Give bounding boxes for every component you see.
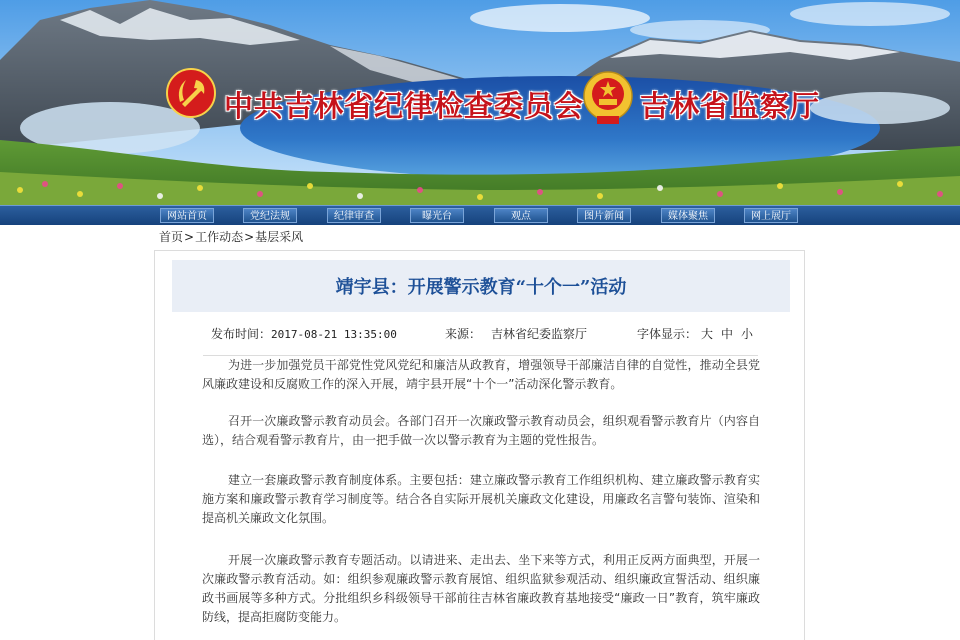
org-name-right: 吉林省监察厅: [640, 89, 821, 123]
article-title-box: [172, 260, 790, 312]
nav-item-regulations[interactable]: 党纪法规: [243, 208, 297, 223]
font-size-small-button[interactable]: 小: [741, 327, 754, 341]
article-title: 靖宇县：开展警示教育“十个一”活动: [335, 277, 627, 298]
breadcrumb-separator: >: [244, 230, 255, 244]
font-size-large-button[interactable]: 大: [701, 327, 714, 341]
nav-item-home[interactable]: 网站首页: [160, 208, 214, 223]
article-paragraph: 召开一次廉政警示教育动员会。各部门召开一次廉政警示教育动员会，组织观看警示教育片（内容自选），结合观看警示教育片，由一把手做一次以警示教育为主题的党性报告。: [202, 414, 760, 447]
article-paragraph: 为进一步加强党员干部党性党风党纪和廉洁从政教育，增强领导干部廉洁自律的自觉性，推动全县党风廉政建设和反腐败工作的深入开展，靖宇县开展“十个一”活动深化警示教育。: [202, 358, 760, 391]
article-paragraph: 建立一套廉政警示教育制度体系。主要包括：建立廉政警示教育工作组织机构、建立廉政警示教育实施方案和廉政警示教育学习制度等。结合各自实际开展机关廉政文化建设，用廉政名言警句装饰、渲染和提高机关廉政文化氛围。: [202, 473, 760, 525]
breadcrumb-separator: >: [184, 230, 195, 244]
source-meta: [445, 325, 587, 342]
nav-item-opinions[interactable]: 观点: [494, 208, 548, 223]
publish-time-value: 2017-08-21 13:35:00: [271, 328, 397, 341]
breadcrumb: [159, 228, 303, 245]
main-nav: [0, 205, 960, 225]
source-label: 来源：: [445, 327, 482, 341]
nav-item-discipline-review[interactable]: 纪律审查: [327, 208, 381, 223]
nav-item-photo-news[interactable]: 图片新闻: [577, 208, 631, 223]
party-emblem-icon: [166, 68, 216, 118]
breadcrumb-home[interactable]: 首页: [159, 230, 184, 244]
state-emblem-icon: [583, 70, 633, 126]
source-value: 吉林省纪委监察厅: [491, 327, 588, 341]
font-size-label: 字体显示：: [637, 327, 698, 341]
nav-item-online-exhibition[interactable]: 网上展厅: [744, 208, 798, 223]
org-name-left: 中共吉林省纪律检查委员会: [224, 89, 585, 123]
article-paragraph: 开展一次廉政警示教育专题活动。以请进来、走出去、坐下来等方式，利用正反两方面典型，开展一次廉政警示教育活动。如：组织参观廉政警示教育展馆、组织监狱参观活动、组织廉政宣誓活动、组织廉政书画展等多种方式。分批组织乡科级领导干部前往吉林省廉政教育基地接受“廉政一日”教育，筑牢廉政防线，提高拒腐防变能力。: [202, 553, 760, 624]
font-size-medium-button[interactable]: 中: [721, 327, 734, 341]
font-size-control: [637, 325, 757, 342]
header-banner: [0, 0, 960, 205]
nav-item-exposure[interactable]: 曝光台: [410, 208, 464, 223]
publish-time-meta: [211, 325, 397, 342]
nav-item-media-focus[interactable]: 媒体聚焦: [661, 208, 715, 223]
breadcrumb-work-news[interactable]: 工作动态: [195, 230, 244, 244]
publish-time-label: 发布时间：: [211, 327, 272, 341]
breadcrumb-grassroots[interactable]: 基层采风: [255, 230, 304, 244]
